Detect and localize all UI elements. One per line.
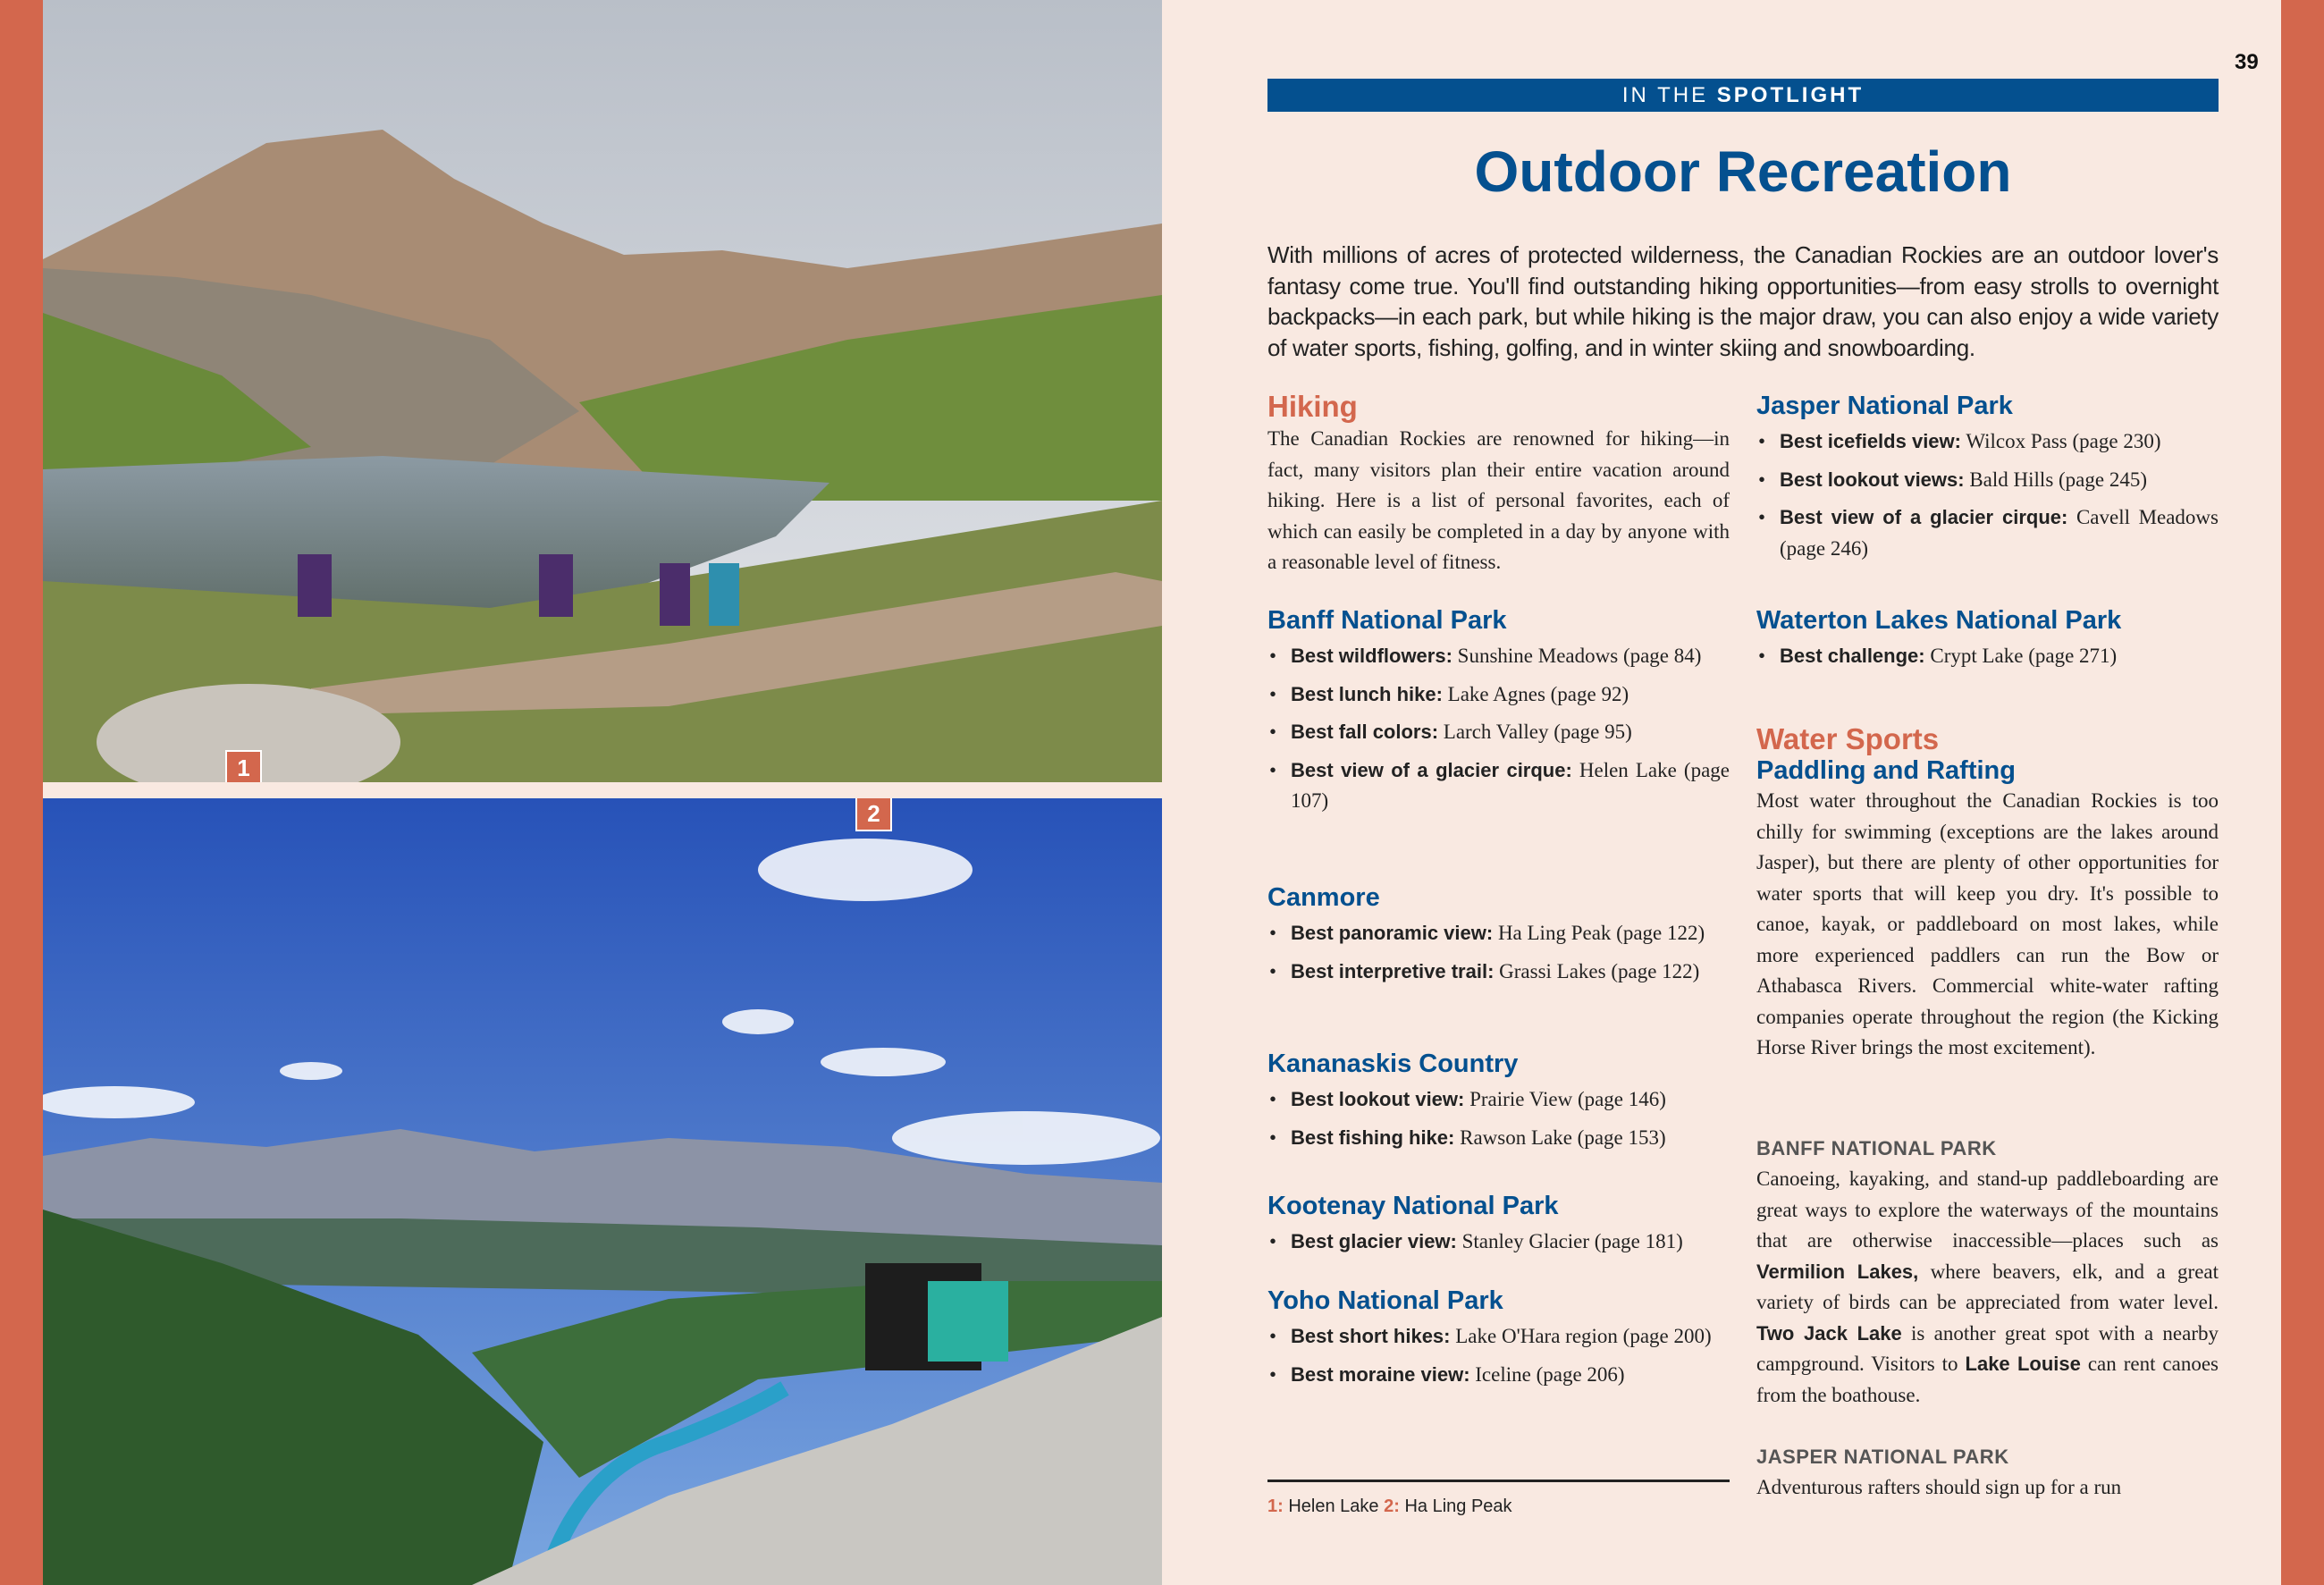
section-title: Canmore [1267,883,1380,912]
list-item: • Best panoramic view: Ha Ling Peak (page 122) [1267,918,1730,949]
photo-badge-1: 1 [225,750,262,782]
section-kootenay [1267,1192,1730,1265]
list-item: • Best lookout view: Prairie View (page 146) [1267,1084,1730,1116]
caption-divider [1267,1480,1730,1482]
hiking-heading: Hiking [1267,390,1358,423]
list-item: • Best challenge: Crypt Lake (page 271) [1756,641,2219,672]
list-item: • Best lookout views: Bald Hills (page 245) [1756,465,2219,496]
photo-captions: 1: Helen Lake 2: Ha Ling Peak [1267,1496,1512,1516]
list-item: • Best lunch hike: Lake Agnes (page 92) [1267,679,1730,711]
list-item: • Best interpretive trail: Grassi Lakes (page 122) [1267,957,1730,988]
banner-prefix: IN THE [1621,83,1709,107]
jasper-water-text: Adventurous rafters should sign up for a run [1756,1476,2122,1498]
section-title: Banff National Park [1267,606,1507,635]
section-banff [1267,606,1730,824]
list-item: • Best icefields view: Wilcox Pass (page 230) [1756,426,2219,458]
banner-emphasis: SPOTLIGHT [1716,83,1865,107]
banff-water-text: Canoeing, kayaking, and stand-up paddleboarding are great ways to explore the waterways of the mountains that are otherwise inaccessible—places such as Vermilion Lakes, where beavers, elk, and a great variety of birds can be appreciated from water level. Two Jack Lake is another great spot with a nearby campground. Visitors to Lake Louise can rent canoes from the boathouse. [1756,1168,2219,1406]
section-title: Jasper National Park [1756,392,2013,420]
photo-ha-ling-peak [43,798,1162,1585]
list-item: • Best wildflowers: Sunshine Meadows (page 84) [1267,641,1730,672]
intro-paragraph: With millions of acres of protected wilderness, the Canadian Rockies are an outdoor lover's fantasy come true. You'll find outstanding hiking opportunities—from easy strolls to overnight backpacks—in each park, but while hiking is the major draw, you can also enjoy a wide variety of water sports, fishing, golfing, and in winter skiing and snowboarding. [1267,241,2219,361]
section-jasper [1756,392,2219,571]
water-banff [1756,1137,2219,1411]
paddling-heading: Paddling and Rafting [1756,756,2016,785]
spotlight-banner [1267,79,2219,112]
section-yoho [1267,1286,1730,1397]
section-title: Kootenay National Park [1267,1192,1559,1220]
subsection-heading: JASPER NATIONAL PARK [1756,1446,2009,1468]
caption-text: Helen Lake [1288,1496,1379,1516]
photo-badge-2: 2 [855,798,892,831]
list-item: • Best view of a glacier cirque: Cavell Meadows (page 246) [1756,502,2219,564]
page-number: 39 [2235,50,2259,74]
list-item: • Best fishing hike: Rawson Lake (page 153) [1267,1123,1730,1154]
water-sports [1756,722,2219,1064]
section-canmore [1267,883,1730,994]
page-title: Outdoor Recreation [1474,139,2012,204]
caption-text: Ha Ling Peak [1404,1496,1512,1516]
section-waterton [1756,606,2219,679]
left-page-edge [0,0,43,1585]
hiking-intro [1267,390,1730,578]
water-jasper [1756,1446,2219,1504]
subsection-heading: BANFF NATIONAL PARK [1756,1137,1997,1159]
water-sports-heading: Water Sports [1756,722,1940,755]
list-item: • Best view of a glacier cirque: Helen Lake (page 107) [1267,755,1730,817]
section-kananaskis [1267,1050,1730,1160]
list-item: • Best fall colors: Larch Valley (page 95) [1267,717,1730,748]
list-item: • Best glacier view: Stanley Glacier (page 181) [1267,1227,1730,1258]
list-item: • Best moraine view: Iceline (page 206) [1267,1360,1730,1391]
right-page-edge [2281,0,2324,1585]
photo-helen-lake [43,0,1162,782]
paddling-text: Most water throughout the Canadian Rockies is too chilly for swimming (exceptions are the lakes around Jasper), but there are plenty of other opportunities for water sports that will keep you dry. It's possible to canoe, kayak, or paddleboard on most lakes, while more experienced paddlers can run the Bow or Athabasca Rivers. Commercial white-water rafting companies operate throughout the region (the Kicking Horse River brings the most excitement). [1756,789,2219,1058]
hiking-text: The Canadian Rockies are renowned for hiking—in fact, many visitors plan their entire vacation around hiking. Here is a list of personal favorites, each of which can easily be completed in a day by anyone with a reasonable level of fitness. [1267,427,1730,573]
section-title: Waterton Lakes National Park [1756,606,2122,635]
section-title: Kananaskis Country [1267,1050,1519,1078]
list-item: • Best short hikes: Lake O'Hara region (page 200) [1267,1321,1730,1353]
caption-number: 1 [1267,1496,1278,1516]
section-title: Yoho National Park [1267,1286,1503,1315]
caption-number: 2 [1384,1496,1394,1516]
